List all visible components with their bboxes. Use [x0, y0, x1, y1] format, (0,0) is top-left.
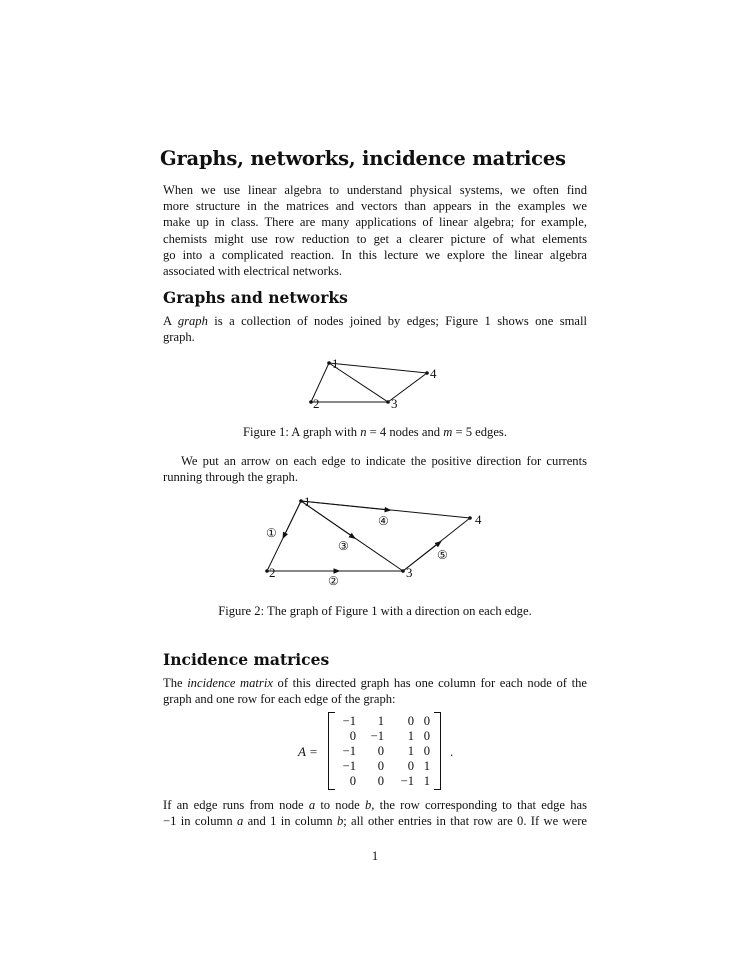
edge-arrow — [284, 501, 301, 536]
paragraph-line — [163, 797, 587, 813]
text-run: of this directed graph has one column for each node of the — [272, 676, 587, 690]
incidence-rule-paragraph — [163, 797, 587, 829]
intro-line: When we use linear algebra to understand physical systems, we often find — [163, 183, 587, 197]
node-label: 3 — [406, 565, 413, 580]
arrow-paragraph — [163, 453, 587, 485]
matrix-row — [336, 774, 430, 789]
matrix-right-bracket — [434, 712, 441, 790]
intro-line: chemists might use row reduction to get a clearer picture of what elements — [163, 231, 587, 246]
section-heading-incidence: Incidence matrices — [163, 650, 330, 669]
figure-2-caption: Figure 2: The graph of Figure 1 with a direction on each edge. — [218, 604, 532, 618]
edge-label: ① — [266, 526, 277, 540]
edge-label: ④ — [378, 514, 389, 528]
paragraph-line: We put an arrow on each edge to indicate the positive direction for currents — [181, 454, 587, 468]
text-run: Figure 1: A graph with — [243, 425, 361, 439]
node-dot — [401, 569, 405, 573]
edge-label: ② — [328, 574, 339, 588]
node-label: 1 — [304, 494, 311, 509]
paragraph-line: graph. — [163, 330, 195, 345]
paragraph-line: running through the graph. — [163, 470, 299, 485]
matrix-cell: 1 — [407, 744, 414, 758]
text-run: The — [163, 676, 188, 690]
matrix-cell: 0 — [407, 759, 414, 773]
text-run: ; all other entries in that row are 0. If we were — [343, 814, 587, 829]
matrix-cell: 0 — [377, 759, 384, 773]
text-run: is a collection of nodes joined by edges; Figure 1 shows one small — [207, 314, 587, 328]
matrix-cell: 0 — [423, 714, 430, 728]
matrix-cell: 1 — [407, 729, 414, 743]
matrix-name: A = — [298, 744, 318, 759]
math-var: a — [308, 798, 316, 812]
figure-1-graph — [300, 355, 450, 415]
graph-definition-paragraph — [163, 313, 587, 345]
matrix-cell: 1 — [377, 714, 384, 728]
matrix-cell: 0 — [423, 729, 430, 743]
figure-1-caption — [0, 425, 750, 440]
term-incidence-matrix: incidence matrix — [187, 676, 273, 690]
matrix-period: . — [450, 744, 454, 759]
node-label: 4 — [430, 366, 437, 381]
intro-line: associated with electrical networks. — [163, 264, 343, 279]
matrix-cell: −1 — [400, 774, 414, 788]
matrix-cell: −1 — [370, 729, 384, 743]
node-label: 2 — [313, 396, 320, 411]
matrix-cell: 0 — [407, 714, 414, 728]
math-var: b — [364, 798, 372, 812]
edge-arrow — [301, 501, 388, 510]
matrix-cell: 1 — [423, 759, 430, 773]
matrix-row — [336, 759, 430, 774]
math-var: m — [443, 425, 453, 439]
text-run: , the row corresponding to that edge has — [371, 798, 587, 812]
text-run: −1 in column — [163, 814, 237, 829]
node-dot — [386, 400, 390, 404]
edge-label: ③ — [338, 539, 349, 553]
text-run: and 1 in column — [243, 814, 337, 829]
matrix-row — [336, 744, 430, 759]
matrix-row — [336, 729, 430, 744]
term-graph: graph — [177, 314, 208, 328]
matrix-label — [298, 744, 318, 760]
page-title: Graphs, networks, incidence matrices — [160, 147, 566, 170]
page-number: 1 — [371, 849, 379, 863]
text-run: to node — [315, 798, 365, 812]
intro-line: more structure in the matrices and vectors than appears in the examples we — [163, 199, 587, 214]
incidence-matrix — [336, 714, 430, 789]
intro-line: make up in class. There are many applications of linear algebra; for example, — [163, 215, 587, 230]
text-run: A — [163, 314, 178, 328]
matrix-cell: 0 — [377, 744, 384, 758]
node-label: 2 — [269, 565, 276, 580]
paragraph-line — [163, 813, 587, 829]
node-dot — [327, 361, 331, 365]
matrix-cell: 0 — [377, 774, 384, 788]
math-var: n — [360, 425, 367, 439]
text-run: If an edge runs from node — [163, 798, 309, 812]
matrix-cell: 0 — [349, 774, 356, 788]
node-label: 3 — [391, 396, 398, 411]
matrix-cell: 0 — [423, 744, 430, 758]
section-heading-graphs: Graphs and networks — [163, 288, 348, 307]
incidence-definition-paragraph — [163, 675, 587, 707]
matrix-cell: −1 — [342, 744, 356, 758]
matrix-cell: 0 — [349, 729, 356, 743]
node-label: 4 — [475, 512, 482, 527]
paragraph-line — [163, 313, 587, 329]
text-run: = 5 edges. — [452, 425, 507, 439]
node-dot — [468, 516, 472, 520]
text-run: = 4 nodes and — [366, 425, 444, 439]
matrix-cell: −1 — [342, 759, 356, 773]
matrix-left-bracket — [328, 712, 335, 790]
edge-label: ⑤ — [437, 548, 448, 562]
intro-paragraph — [163, 182, 587, 279]
matrix-cell: −1 — [342, 714, 356, 728]
edge-line — [329, 363, 427, 373]
math-var: b — [336, 814, 344, 829]
matrix-cell: 1 — [423, 774, 430, 788]
figure-2-directed-graph — [255, 490, 495, 590]
math-var: a — [236, 814, 244, 829]
node-label: 1 — [332, 356, 339, 371]
paragraph-line: graph and one row for each edge of the graph: — [163, 692, 396, 707]
intro-line: go into a complicated reaction. In this lecture we explore the linear algebra — [163, 247, 587, 262]
node-dot — [299, 499, 303, 503]
paragraph-line — [163, 675, 587, 691]
matrix-row — [336, 714, 430, 729]
node-dot — [425, 371, 429, 375]
